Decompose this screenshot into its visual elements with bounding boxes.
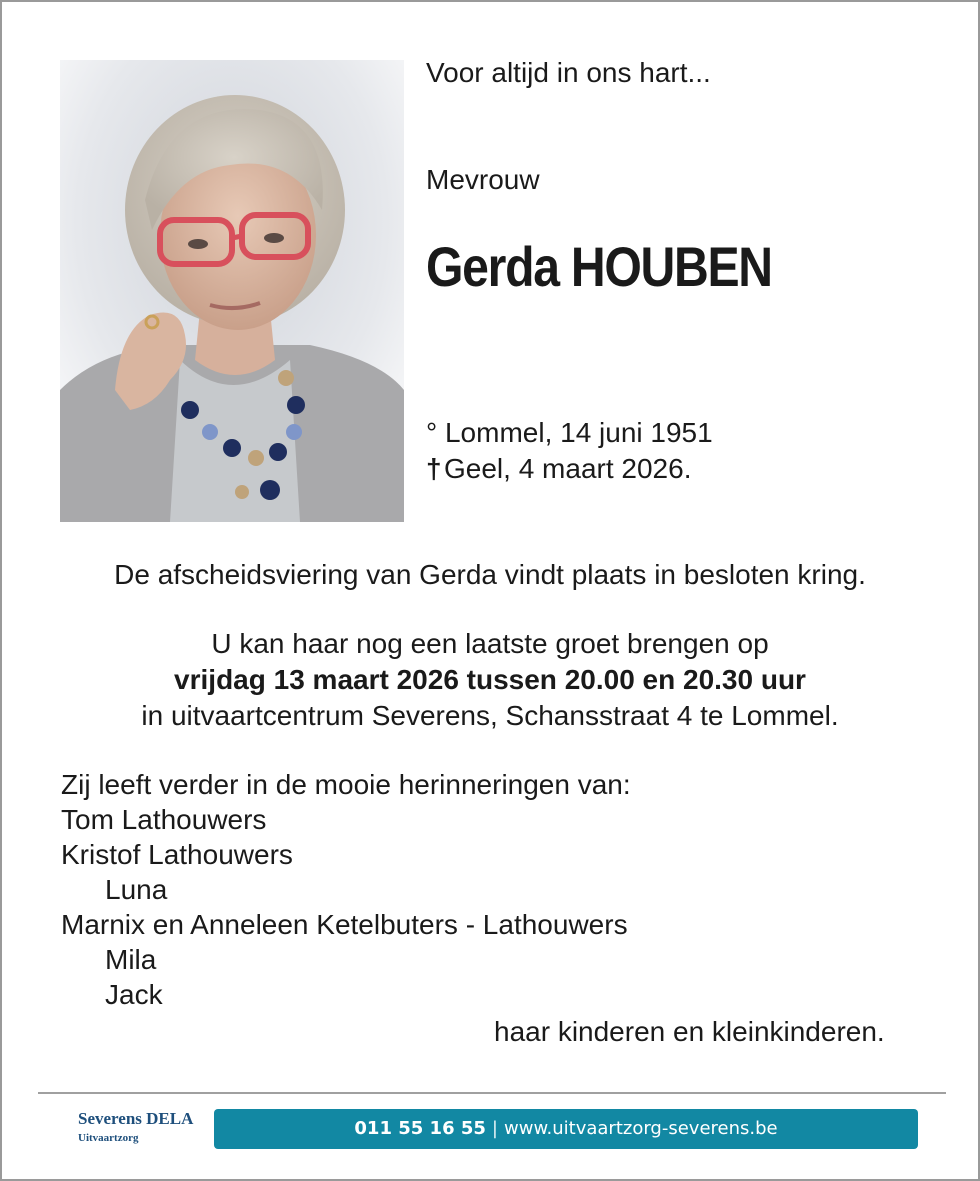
brand-logo	[60, 1105, 212, 1153]
survivors-intro: Zij leeft verder in de mooie herinneringen van:	[61, 769, 631, 800]
survivor-line: Luna	[105, 874, 168, 905]
brand-name: Severens DELA	[78, 1109, 194, 1128]
visitation-line-2: vrijdag 13 maart 2026 tussen 20.00 en 20.30 uur	[174, 664, 806, 695]
cross-icon: †	[426, 453, 442, 484]
phone-number[interactable]: 011 55 16 55	[354, 1118, 486, 1139]
visitation-line-3: in uitvaartcentrum Severens, Schansstraat 4 te Lommel.	[141, 700, 839, 731]
footer	[60, 1105, 920, 1153]
deceased-name: Gerda HOUBEN	[426, 235, 772, 298]
birth-line: ° Lommel, 14 juni 1951	[426, 417, 713, 448]
divider	[38, 1092, 946, 1094]
contact-bar	[214, 1109, 918, 1149]
death-line	[426, 452, 691, 486]
portrait-image	[60, 60, 404, 522]
contact-separator: |	[491, 1118, 498, 1139]
survivor-line: Tom Lathouwers	[61, 804, 267, 835]
website-link[interactable]: www.uitvaartzorg-severens.be	[504, 1118, 778, 1139]
ceremony-text: De afscheidsviering van Gerda vindt plaats in besloten kring.	[114, 559, 866, 590]
tagline: Voor altijd in ons hart...	[426, 57, 711, 88]
survivor-line: Marnix en Anneleen Ketelbuters - Lathouwers	[61, 909, 628, 940]
survivor-line: Jack	[105, 979, 163, 1010]
death-text: Geel, 4 maart 2026.	[444, 453, 692, 484]
survivor-line: Kristof Lathouwers	[61, 839, 293, 870]
salutation: Mevrouw	[426, 164, 540, 195]
survivor-line: Mila	[105, 944, 157, 975]
visitation-line-1: U kan haar nog een laatste groet brengen op	[211, 628, 769, 659]
survivors-closing: haar kinderen en kleinkinderen.	[494, 1016, 885, 1047]
brand-subtitle: Uitvaartzorg	[78, 1132, 139, 1144]
survivors-list	[61, 767, 631, 1012]
portrait-photo	[60, 60, 404, 522]
